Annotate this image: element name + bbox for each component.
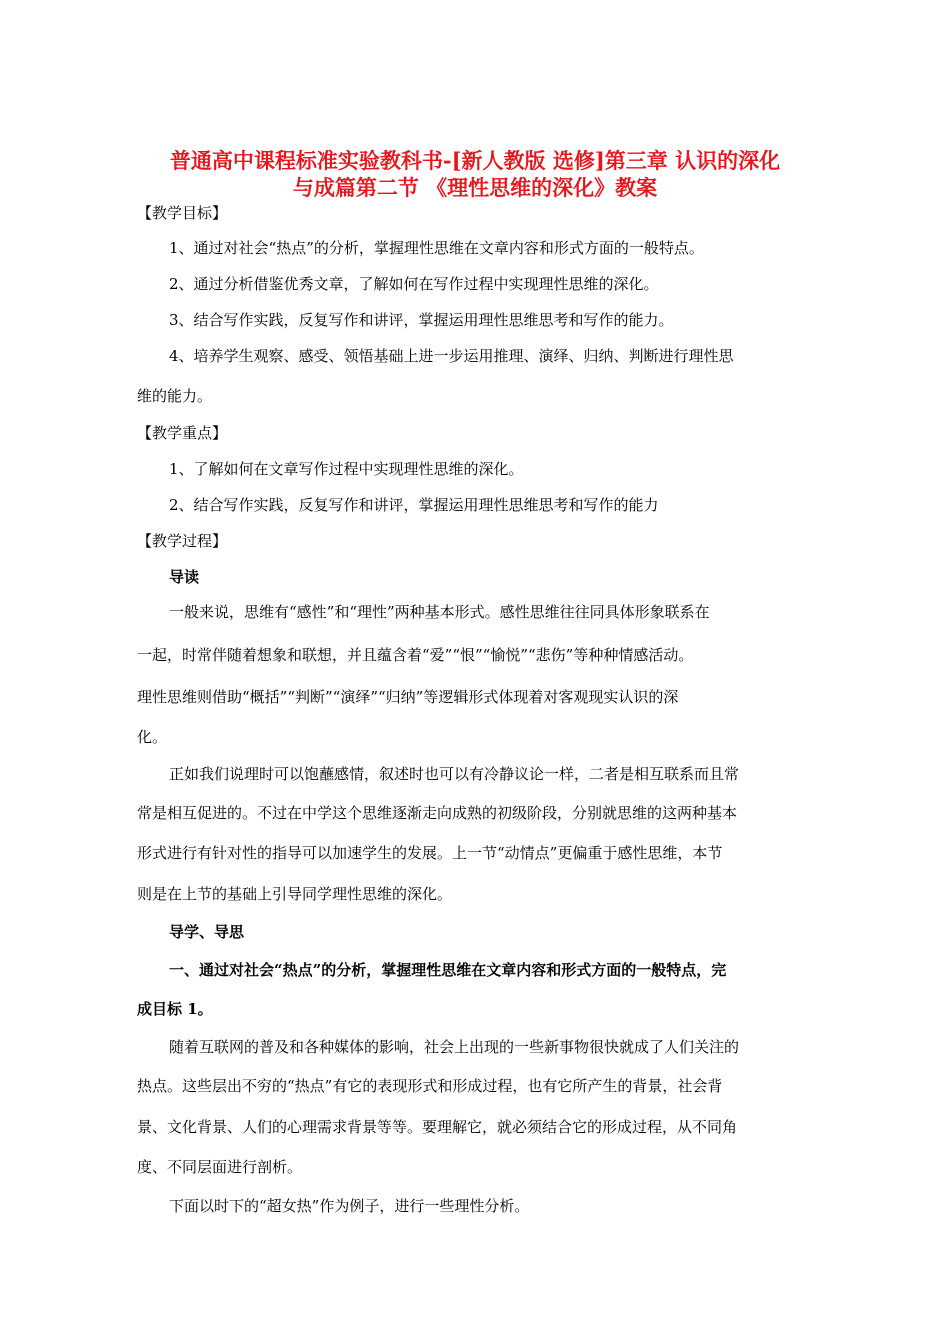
part1-last-line: 下面以时下的“超女热”作为例子，进行一些理性分析。 [169,1197,530,1215]
focus-item-1: 1、了解如何在文章写作过程中实现理性思维的深化。 [169,460,524,478]
intro-para1-line-4: 化。 [137,728,168,746]
document-title-line-1: 普通高中课程标准实验教科书-[新人教版 选修]第三章 认识的深化 [169,148,781,173]
goal-item-2: 2、通过分析借鉴优秀文章，了解如何在写作过程中实现理性思维的深化。 [169,275,659,293]
intro-para2-line-4: 则是在上节的基础上引导同学理性思维的深化。 [137,885,453,903]
part1-heading-line-1: 一、通过对社会“热点”的分析，掌握理性思维在文章内容和形式方面的一般特点，完 [169,961,727,979]
goal-item-4-continued: 维的能力。 [137,387,213,405]
intro-para2-line-3: 形式进行有针对性的指导可以加速学生的发展。上一节“动情点”更偏重于感性思维，本节 [137,844,723,862]
document-title-line-2: 与成篇第二节 《理性思维的深化》教案 [292,175,658,200]
intro-para2-line-1: 正如我们说理时可以饱蘸感情，叙述时也可以有冷静议论一样，二者是相互联系而且常 [169,765,740,783]
process-heading: 【教学过程】 [137,532,228,550]
part1-para-line-2: 热点。这些层出不穷的“热点”有它的表现形式和形成过程，也有它所产生的背景，社会背 [137,1077,723,1095]
intro-para1-line-1: 一般来说，思维有“感性”和“理性”两种基本形式。感性思维往往同具体形象联系在 [169,603,710,621]
intro-para2-line-2: 常是相互促进的。不过在中学这个思维逐渐走向成熟的初级阶段，分别就思维的这两种基本 [137,804,738,822]
goal-item-1: 1、通过对社会“热点”的分析，掌握理性思维在文章内容和形式方面的一般特点。 [169,239,704,257]
part1-para-line-4: 度、不同层面进行剖析。 [137,1158,303,1176]
goal-item-4: 4、培养学生观察、感受、领悟基础上进一步运用推理、演绎、归纳、判断进行理性思 [169,347,734,365]
goal-item-3: 3、结合写作实践，反复写作和讲评，掌握运用理性思维思考和写作的能力。 [169,311,674,329]
intro-para1-line-2: 一起，时常伴随着想象和联想，并且蕴含着“爱”“恨”“愉悦”“悲伤”等种种情感活动。 [137,646,694,664]
guide-heading: 导学、导思 [169,923,245,941]
part1-para-line-1: 随着互联网的普及和各种媒体的影响，社会上出现的一些新事物很快就成了人们关注的 [169,1038,740,1056]
intro-heading: 导读 [169,568,200,586]
focus-item-2: 2、结合写作实践，反复写作和讲评，掌握运用理性思维思考和写作的能力 [169,496,659,514]
part1-heading-line-2: 成目标 1。 [137,1000,213,1018]
part1-para-line-3: 景、文化背景、人们的心理需求背景等等。要理解它，就必须结合它的形成过程，从不同角 [137,1118,738,1136]
focus-heading: 【教学重点】 [137,424,228,442]
intro-para1-line-3: 理性思维则借助“概括”“判断”“演绎”“归纳”等逻辑形式体现着对客观现实认识的深 [137,688,679,706]
goals-heading: 【教学目标】 [137,204,228,222]
